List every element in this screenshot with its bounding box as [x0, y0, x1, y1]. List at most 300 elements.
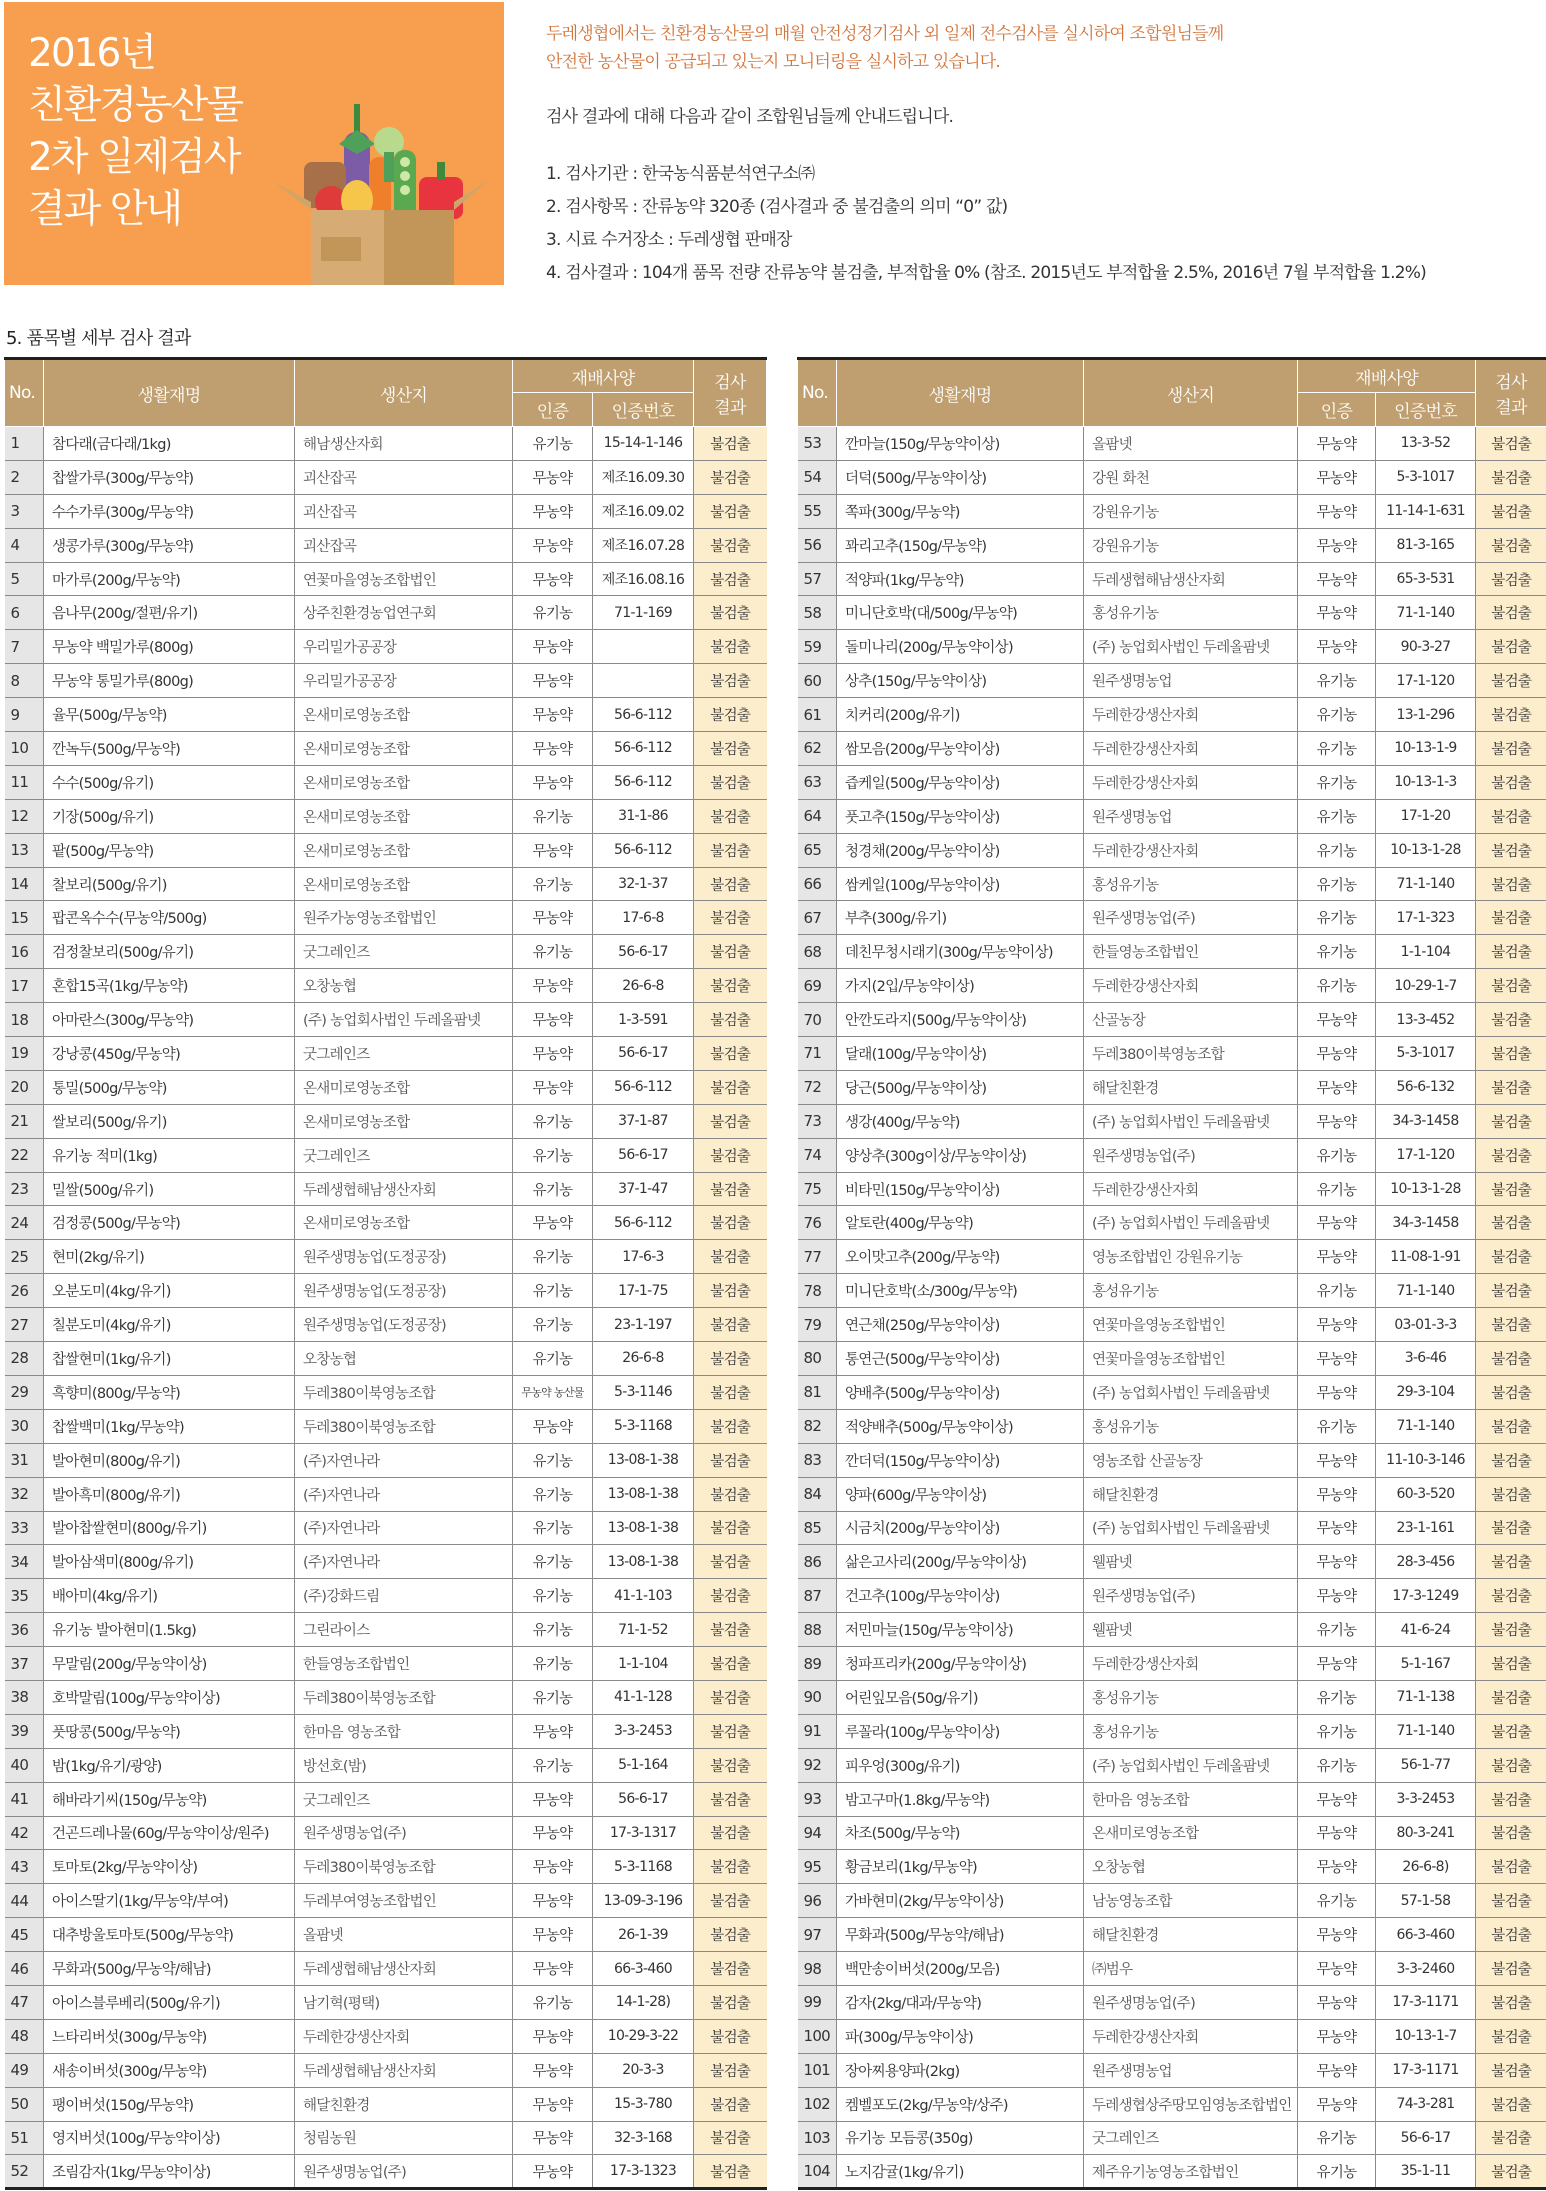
row-number: 36 — [5, 1613, 44, 1647]
table-row — [5, 664, 767, 698]
row-number: 72 — [798, 1070, 837, 1104]
producer: 두레생협해남생산자회 — [1084, 562, 1298, 596]
certification: 무농약 — [1298, 1240, 1376, 1274]
certification-number: 71-1-52 — [593, 1613, 694, 1647]
table-row — [798, 1918, 1546, 1952]
row-number: 75 — [798, 1172, 837, 1206]
table-row — [798, 1409, 1546, 1443]
row-number: 76 — [798, 1206, 837, 1240]
product-name: 밀쌀(500g/유기) — [44, 1172, 295, 1206]
certification-number: 56-6-112 — [593, 732, 694, 766]
row-number: 18 — [5, 1003, 44, 1037]
row-number: 39 — [5, 1714, 44, 1748]
certification-number: 15-3-780 — [593, 2087, 694, 2121]
certification-number: 13-08-1-38 — [593, 1545, 694, 1579]
certification-number: 31-1-86 — [593, 799, 694, 833]
producer: 해달친환경 — [1084, 1070, 1298, 1104]
test-result: 불검출 — [694, 1579, 767, 1613]
product-name: 토마토(2kg/무농약이상) — [44, 1850, 295, 1884]
test-result: 불검출 — [1476, 1613, 1546, 1647]
test-result: 불검출 — [694, 2155, 767, 2189]
producer: 온새미로영농조합 — [295, 833, 513, 867]
certification: 유기농 — [1298, 901, 1376, 935]
header-cultivation: 재배사양 — [1298, 359, 1476, 393]
certification: 유기농 — [513, 1138, 593, 1172]
certification: 무농약 — [1298, 596, 1376, 630]
results-table-right — [797, 357, 1546, 2190]
product-name: 미니단호박(소/300g/무농약) — [837, 1274, 1084, 1308]
certification-number: 17-1-323 — [1376, 901, 1476, 935]
certification-number: 5-3-1168 — [593, 1409, 694, 1443]
row-number: 81 — [798, 1375, 837, 1409]
table-row — [798, 2121, 1546, 2155]
table-row — [5, 1884, 767, 1918]
producer: 온새미로영농조합 — [295, 867, 513, 901]
certification-number: 1-1-104 — [1376, 935, 1476, 969]
product-name: 무화과(500g/무농약/해남) — [837, 1918, 1084, 1952]
product-name: 밤(1kg/유기/광양) — [44, 1748, 295, 1782]
product-name: 해바라기씨(150g/무농약) — [44, 1782, 295, 1816]
row-number: 53 — [798, 427, 837, 461]
certification-number: 3-3-2460 — [1376, 1952, 1476, 1986]
row-number: 48 — [5, 2019, 44, 2053]
producer: (주)자연나라 — [295, 1511, 513, 1545]
intro-lead-line: 두레생협에서는 친환경농산물의 매월 안전성정기검사 외 일제 전수검사를 실시하여 조합원님들께 — [546, 24, 1224, 44]
header-result-line: 결과 — [1495, 398, 1527, 418]
table-row — [5, 1782, 767, 1816]
table-row — [5, 1579, 767, 1613]
product-name: 참다래(금다래/1kg) — [44, 427, 295, 461]
producer: 온새미로영농조합 — [295, 1070, 513, 1104]
producer: 영농조합 산골농장 — [1084, 1443, 1298, 1477]
certification: 무농약 — [1298, 1443, 1376, 1477]
certification: 무농약 — [513, 2019, 593, 2053]
table-row — [5, 799, 767, 833]
row-number: 40 — [5, 1748, 44, 1782]
certification-number: 28-3-456 — [1376, 1545, 1476, 1579]
product-name: 팥(500g/무농약) — [44, 833, 295, 867]
certification: 유기농 — [513, 935, 593, 969]
certification: 유기농 — [1298, 1748, 1376, 1782]
certification: 유기농 — [1298, 1884, 1376, 1918]
test-result: 불검출 — [1476, 1206, 1546, 1240]
test-result: 불검출 — [1476, 1443, 1546, 1477]
row-number: 90 — [798, 1680, 837, 1714]
producer: 두레한강생산자회 — [1084, 732, 1298, 766]
table-row — [798, 1511, 1546, 1545]
certification: 무농약 — [1298, 528, 1376, 562]
product-name: 달래(100g/무농약이상) — [837, 1037, 1084, 1071]
row-number: 61 — [798, 698, 837, 732]
test-result: 불검출 — [694, 765, 767, 799]
table-row — [5, 732, 767, 766]
test-result: 불검출 — [694, 1511, 767, 1545]
producer: 청림농원 — [295, 2121, 513, 2155]
row-number: 56 — [798, 528, 837, 562]
certification-number: 13-09-3-196 — [593, 1884, 694, 1918]
certification: 유기농 — [1298, 1680, 1376, 1714]
certification: 유기농 — [513, 1680, 593, 1714]
row-number: 85 — [798, 1511, 837, 1545]
product-name: 적양배추(500g/무농약이상) — [837, 1409, 1084, 1443]
certification-number: 26-6-8 — [593, 1342, 694, 1376]
certification-number: 56-6-112 — [593, 833, 694, 867]
row-number: 103 — [798, 2121, 837, 2155]
row-number: 92 — [798, 1748, 837, 1782]
table-row — [798, 2087, 1546, 2121]
producer: 연꽃마을영농조합법인 — [295, 562, 513, 596]
table-row — [798, 1714, 1546, 1748]
certification: 유기농 — [513, 1545, 593, 1579]
product-name: 양배추(500g/무농약이상) — [837, 1375, 1084, 1409]
product-name: 팽이버섯(150g/무농약) — [44, 2087, 295, 2121]
row-number: 46 — [5, 1952, 44, 1986]
table-row — [798, 1274, 1546, 1308]
table-row — [798, 1545, 1546, 1579]
table-row — [5, 427, 767, 461]
product-name: 찹쌀백미(1kg/무농약) — [44, 1409, 295, 1443]
test-result: 불검출 — [1476, 1172, 1546, 1206]
test-result: 불검출 — [694, 1816, 767, 1850]
product-name: 기장(500g/유기) — [44, 799, 295, 833]
certification-number — [593, 630, 694, 664]
certification-number: 34-3-1458 — [1376, 1206, 1476, 1240]
certification: 유기농 — [513, 1477, 593, 1511]
product-name: 아이스딸기(1kg/무농약/부여) — [44, 1884, 295, 1918]
row-number: 11 — [5, 765, 44, 799]
producer: 한들영농조합법인 — [1084, 935, 1298, 969]
row-number: 101 — [798, 2053, 837, 2087]
certification: 유기농 — [513, 1274, 593, 1308]
product-name: 풋고추(150g/무농약이상) — [837, 799, 1084, 833]
row-number: 91 — [798, 1714, 837, 1748]
product-name: 쌈케일(100g/무농약이상) — [837, 867, 1084, 901]
test-result: 불검출 — [1476, 1680, 1546, 1714]
certification-number: 71-1-140 — [1376, 596, 1476, 630]
certification: 무농약 — [513, 1884, 593, 1918]
table-row — [798, 2019, 1546, 2053]
producer: 방선호(밤) — [295, 1748, 513, 1782]
product-name: 발아현미(800g/유기) — [44, 1443, 295, 1477]
certification: 무농약 — [513, 1782, 593, 1816]
certification-number: 17-1-20 — [1376, 799, 1476, 833]
product-name: 율무(500g/무농약) — [44, 698, 295, 732]
product-name: 흑향미(800g/무농약) — [44, 1375, 295, 1409]
test-result: 불검출 — [694, 630, 767, 664]
header-cert: 인증 — [513, 393, 593, 427]
product-name: 배아미(4kg/유기) — [44, 1579, 295, 1613]
test-result: 불검출 — [1476, 1409, 1546, 1443]
product-name: 데친무청시래기(300g/무농약이상) — [837, 935, 1084, 969]
row-number: 14 — [5, 867, 44, 901]
table-row — [798, 1375, 1546, 1409]
certification-number: 17-3-1249 — [1376, 1579, 1476, 1613]
producer: (주) 농업회사법인 두레올팜넷 — [1084, 1748, 1298, 1782]
table-row — [5, 1375, 767, 1409]
certification-number: 26-6-8) — [1376, 1850, 1476, 1884]
table-row — [5, 1511, 767, 1545]
producer: 온새미로영농조합 — [295, 1206, 513, 1240]
product-name: 가바현미(2kg/무농약이상) — [837, 1884, 1084, 1918]
test-result: 불검출 — [694, 1104, 767, 1138]
row-number: 26 — [5, 1274, 44, 1308]
row-number: 89 — [798, 1647, 837, 1681]
row-number: 6 — [5, 596, 44, 630]
certification-number: 17-6-3 — [593, 1240, 694, 1274]
product-name: 찰보리(500g/유기) — [44, 867, 295, 901]
table-row — [5, 1138, 767, 1172]
certification: 유기농 — [1298, 1172, 1376, 1206]
certification-number: 13-1-296 — [1376, 698, 1476, 732]
certification-number: 71-1-140 — [1376, 1274, 1476, 1308]
certification-number: 17-3-1317 — [593, 1816, 694, 1850]
table-row — [798, 901, 1546, 935]
producer: 강원유기농 — [1084, 494, 1298, 528]
certification-number: 37-1-47 — [593, 1172, 694, 1206]
producer: 원주생명농업(도정공장) — [295, 1274, 513, 1308]
certification: 무농약 — [1298, 1342, 1376, 1376]
producer: 강원유기농 — [1084, 528, 1298, 562]
certification-number: 3-3-2453 — [593, 1714, 694, 1748]
header-cultivation: 재배사양 — [513, 359, 694, 393]
product-name: 깐더덕(150g/무농약이상) — [837, 1443, 1084, 1477]
table-row — [5, 2053, 767, 2087]
certification: 무농약 — [1298, 2019, 1376, 2053]
test-result: 불검출 — [1476, 1104, 1546, 1138]
product-name: 검정찰보리(500g/유기) — [44, 935, 295, 969]
product-name: 통밀(500g/무농약) — [44, 1070, 295, 1104]
product-name: 상추(150g/무농약이상) — [837, 664, 1084, 698]
row-number: 83 — [798, 1443, 837, 1477]
header-origin: 생산지 — [1084, 359, 1298, 427]
table-row — [5, 1477, 767, 1511]
certification: 무농약 — [1298, 1647, 1376, 1681]
certification: 무농약 — [1298, 630, 1376, 664]
table-row — [5, 833, 767, 867]
product-name: 찹쌀가루(300g/무농약) — [44, 460, 295, 494]
test-result: 불검출 — [694, 460, 767, 494]
producer: 두레생협상주땅모임영농조합법인 — [1084, 2087, 1298, 2121]
product-name: 대추방울토마토(500g/무농약) — [44, 1918, 295, 1952]
row-number: 55 — [798, 494, 837, 528]
table-row — [798, 935, 1546, 969]
certification: 무농약 — [1298, 1952, 1376, 1986]
product-name: 장아찌용양파(2kg) — [837, 2053, 1084, 2087]
test-result: 불검출 — [694, 1070, 767, 1104]
row-number: 51 — [5, 2121, 44, 2155]
certification-number: 81-3-165 — [1376, 528, 1476, 562]
row-number: 98 — [798, 1952, 837, 1986]
product-name: 노지감귤(1kg/유기) — [837, 2155, 1084, 2189]
product-name: 알토란(400g/무농약) — [837, 1206, 1084, 1240]
section-title: 5. 품목별 세부 검사 결과 — [6, 328, 191, 349]
product-name: 아마란스(300g/무농약) — [44, 1003, 295, 1037]
producer: 강원 화천 — [1084, 460, 1298, 494]
test-result: 불검출 — [1476, 460, 1546, 494]
producer: 남농영농조합 — [1084, 1884, 1298, 1918]
certification-number: 1-1-104 — [593, 1647, 694, 1681]
certification-number: 제조16.07.28 — [593, 528, 694, 562]
certification-number: 56-6-17 — [1376, 2121, 1476, 2155]
product-name: 양파(600g/무농약이상) — [837, 1477, 1084, 1511]
table-row — [5, 901, 767, 935]
test-result: 불검출 — [1476, 1782, 1546, 1816]
product-name: 검정콩(500g/무농약) — [44, 1206, 295, 1240]
product-name: 음나무(200g/절편/유기) — [44, 596, 295, 630]
row-number: 78 — [798, 1274, 837, 1308]
table-row — [5, 867, 767, 901]
test-result: 불검출 — [1476, 562, 1546, 596]
product-name: 밤고구마(1.8kg/무농약) — [837, 1782, 1084, 1816]
row-number: 99 — [798, 1985, 837, 2019]
row-number: 74 — [798, 1138, 837, 1172]
table-row — [5, 1240, 767, 1274]
certification: 유기농 — [1298, 2121, 1376, 2155]
producer: (주) 농업회사법인 두레올팜넷 — [1084, 630, 1298, 664]
row-number: 23 — [5, 1172, 44, 1206]
producer: 두레부여영농조합법인 — [295, 1884, 513, 1918]
producer: 원주생명농업(주) — [1084, 901, 1298, 935]
producer: 온새미로영농조합 — [295, 732, 513, 766]
certification-number: 23-1-161 — [1376, 1511, 1476, 1545]
test-result: 불검출 — [1476, 901, 1546, 935]
producer: 해달친환경 — [295, 2087, 513, 2121]
row-number: 50 — [5, 2087, 44, 2121]
producer: 올팜넷 — [295, 1918, 513, 1952]
test-result: 불검출 — [694, 867, 767, 901]
row-number: 30 — [5, 1409, 44, 1443]
certification: 유기농 — [513, 1579, 593, 1613]
producer: 상주친환경농업연구회 — [295, 596, 513, 630]
row-number: 80 — [798, 1342, 837, 1376]
row-number: 54 — [798, 460, 837, 494]
test-result: 불검출 — [694, 1240, 767, 1274]
test-result: 불검출 — [1476, 867, 1546, 901]
certification: 유기농 — [513, 596, 593, 630]
test-result: 불검출 — [694, 1206, 767, 1240]
producer: 굿그레인즈 — [295, 1782, 513, 1816]
certification-number: 32-3-168 — [593, 2121, 694, 2155]
product-name: 느타리버섯(300g/무농약) — [44, 2019, 295, 2053]
row-number: 60 — [798, 664, 837, 698]
table-row — [798, 1104, 1546, 1138]
table-row — [798, 2053, 1546, 2087]
table-row — [798, 1240, 1546, 1274]
certification-number: 60-3-520 — [1376, 1477, 1476, 1511]
table-row — [5, 562, 767, 596]
certification: 무농약 — [1298, 1003, 1376, 1037]
row-number: 59 — [798, 630, 837, 664]
producer: 굿그레인즈 — [295, 1138, 513, 1172]
table-row — [5, 1308, 767, 1342]
producer: 우리밀가공공장 — [295, 630, 513, 664]
certification-number: 20-3-3 — [593, 2053, 694, 2087]
certification-number: 32-1-37 — [593, 867, 694, 901]
table-row — [798, 969, 1546, 1003]
certification-number: 17-3-1323 — [593, 2155, 694, 2189]
certification: 무농약 — [513, 765, 593, 799]
row-number: 57 — [798, 562, 837, 596]
product-name: 쪽파(300g/무농약) — [837, 494, 1084, 528]
product-name: 시금치(200g/무농약이상) — [837, 1511, 1084, 1545]
product-name: 오분도미(4kg/유기) — [44, 1274, 295, 1308]
table-row — [798, 1138, 1546, 1172]
test-result: 불검출 — [694, 1308, 767, 1342]
certification-number: 13-08-1-38 — [593, 1511, 694, 1545]
product-name: 혼합15곡(1kg/무농약) — [44, 969, 295, 1003]
row-number: 24 — [5, 1206, 44, 1240]
table-row — [5, 1274, 767, 1308]
producer: 두레한강생산자회 — [1084, 698, 1298, 732]
title-banner — [4, 2, 504, 285]
producer: 제주유기농영농조합법인 — [1084, 2155, 1298, 2189]
test-result: 불검출 — [694, 799, 767, 833]
product-name: 유기농 적미(1kg) — [44, 1138, 295, 1172]
table-row — [5, 460, 767, 494]
test-result: 불검출 — [1476, 1952, 1546, 1986]
product-name: 감자(2kg/대과/무농약) — [837, 1985, 1084, 2019]
test-result: 불검출 — [694, 1274, 767, 1308]
row-number: 44 — [5, 1884, 44, 1918]
producer: 연꽃마을영농조합법인 — [1084, 1342, 1298, 1376]
producer: 해달친환경 — [1084, 1918, 1298, 1952]
certification-number: 66-3-460 — [593, 1952, 694, 1986]
test-result: 불검출 — [1476, 698, 1546, 732]
table-row — [5, 1104, 767, 1138]
certification-number: 41-6-24 — [1376, 1613, 1476, 1647]
certification: 무농약 — [513, 1952, 593, 1986]
table-row — [798, 1985, 1546, 2019]
product-name: 파(300g/무농약이상) — [837, 2019, 1084, 2053]
row-number: 2 — [5, 460, 44, 494]
test-result: 불검출 — [1476, 1308, 1546, 1342]
row-number: 29 — [5, 1375, 44, 1409]
product-name: 강낭콩(450g/무농약) — [44, 1037, 295, 1071]
certification: 유기농 — [1298, 867, 1376, 901]
row-number: 38 — [5, 1680, 44, 1714]
test-result: 불검출 — [1476, 1545, 1546, 1579]
certification: 무농약 — [1298, 1375, 1376, 1409]
row-number: 25 — [5, 1240, 44, 1274]
row-number: 43 — [5, 1850, 44, 1884]
row-number: 73 — [798, 1104, 837, 1138]
product-name: 백만송이버섯(200g/모음) — [837, 1952, 1084, 1986]
producer: 괴산잡곡 — [295, 460, 513, 494]
test-result: 불검출 — [1476, 1274, 1546, 1308]
certification: 무농약 — [513, 494, 593, 528]
producer: 온새미로영농조합 — [295, 799, 513, 833]
certification: 유기농 — [1298, 833, 1376, 867]
test-result: 불검출 — [694, 732, 767, 766]
certification: 유기농 — [1298, 1714, 1376, 1748]
producer: 우리밀가공공장 — [295, 664, 513, 698]
certification-number: 56-6-17 — [593, 1037, 694, 1071]
test-result: 불검출 — [1476, 1647, 1546, 1681]
table-row — [798, 1003, 1546, 1037]
certification-number: 3-6-46 — [1376, 1342, 1476, 1376]
table-row — [5, 1680, 767, 1714]
test-result: 불검출 — [694, 901, 767, 935]
certification: 무농약 — [513, 698, 593, 732]
certification-number: 71-1-138 — [1376, 1680, 1476, 1714]
producer: (주)강화드림 — [295, 1579, 513, 1613]
certification: 무농약 — [1298, 1308, 1376, 1342]
producer: (주) 농업회사법인 두레올팜넷 — [295, 1003, 513, 1037]
producer: 온새미로영농조합 — [295, 765, 513, 799]
test-result: 불검출 — [1476, 799, 1546, 833]
product-name: 청경채(200g/무농약이상) — [837, 833, 1084, 867]
certification-number: 56-6-112 — [593, 1206, 694, 1240]
